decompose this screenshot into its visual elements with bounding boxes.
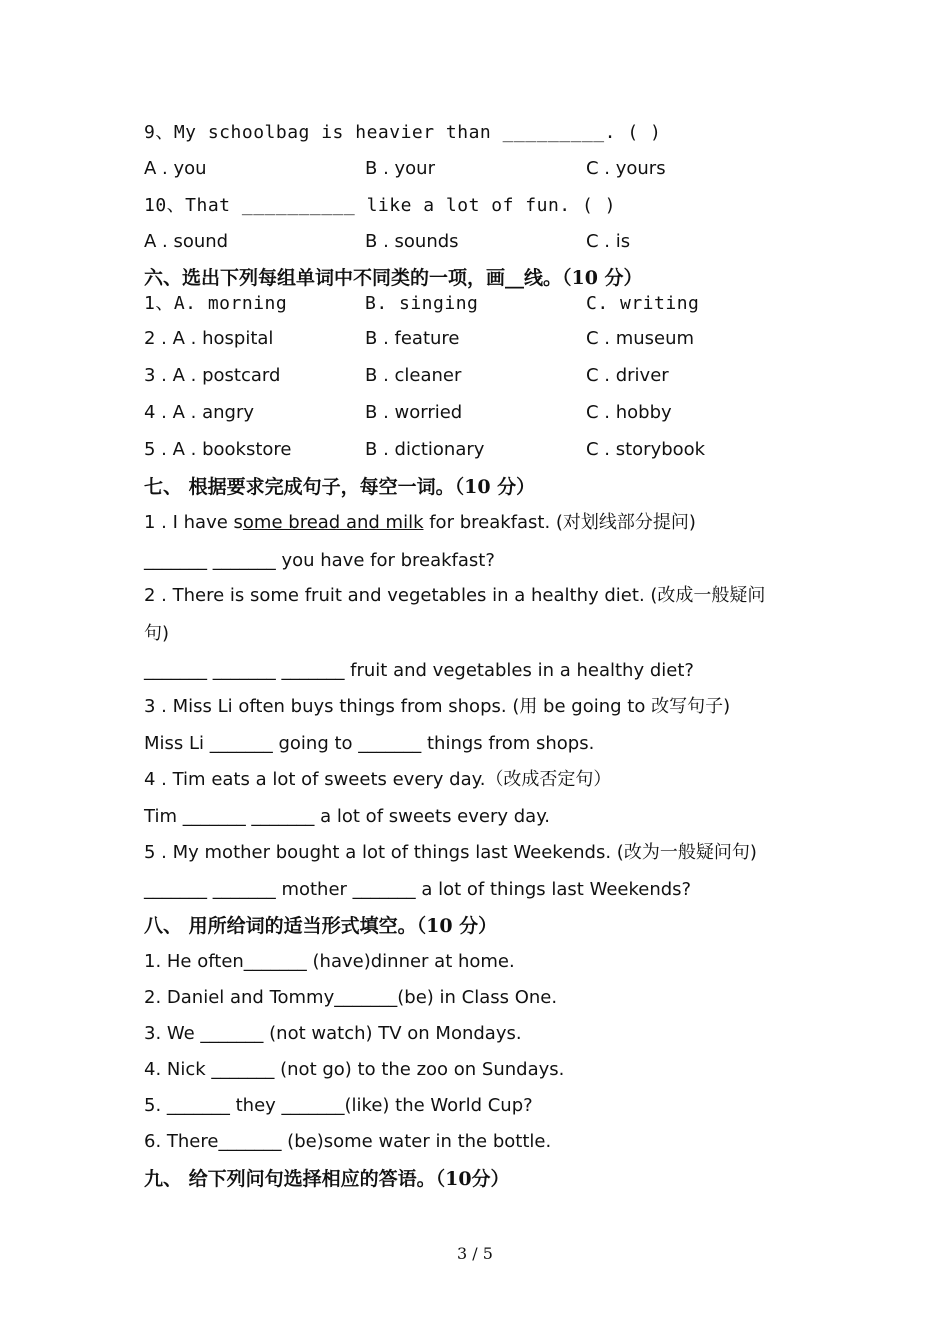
s7-q1-answer: _______ _______ you have for breakfast? — [144, 550, 495, 571]
s6-row1-a: 1、A. morning — [144, 293, 288, 314]
s7-q4: 4 . Tim eats a lot of sweets every day.（改成否定句） — [144, 769, 612, 790]
s6-row5-b: B . dictionary — [365, 439, 485, 460]
s7-q4-answer: Tim _______ _______ a lot of sweets every day. — [144, 806, 551, 827]
q9-option-a: A . you — [144, 158, 207, 179]
s7-q1 — [144, 511, 696, 535]
page-number: 3 / 5 — [457, 1244, 493, 1263]
s7-q5-answer: _______ _______ mother _______ a lot of things last Weekends? — [144, 879, 692, 900]
s8-item4: 4. Nick _______ (not go) to the zoo on Sundays. — [144, 1059, 565, 1080]
q10-option-c: C . is — [586, 231, 631, 252]
q9-option-b: B . your — [365, 158, 435, 179]
s8-item3: 3. We _______ (not watch) TV on Mondays. — [144, 1023, 522, 1044]
s6-row4-c: C . hobby — [586, 402, 672, 423]
s7-q1-underlined: ome bread and milk — [242, 512, 424, 533]
s7-q3-answer: Miss Li _______ going to _______ things from shops. — [144, 733, 595, 754]
s6-row2-b: B . feature — [365, 328, 460, 349]
s6-row1-b: B. singing — [365, 293, 479, 314]
s7-q2-line2: 句) — [144, 623, 170, 644]
s7-q2-line1: 2 . There is some fruit and vegetables in a healthy diet. (改成一般疑问 — [144, 585, 766, 606]
section9-title: 九、 给下列问句选择相应的答语。（10分） — [144, 1168, 510, 1190]
s6-row4-a: 4 . A . angry — [144, 402, 255, 423]
s6-row4-b: B . worried — [365, 402, 463, 423]
q9-stem: 9、My schoolbag is heavier than _________. ( ) — [144, 122, 662, 143]
s7-q1-pre: 1 . I have s — [144, 512, 243, 533]
s6-row2-a: 2 . A . hospital — [144, 328, 274, 349]
s6-row3-b: B . cleaner — [365, 365, 462, 386]
s8-item6: 6. There_______ (be)some water in the bottle. — [144, 1131, 552, 1152]
s6-row2-c: C . museum — [586, 328, 695, 349]
s6-row3-c: C . driver — [586, 365, 669, 386]
s7-q2-answer: _______ _______ _______ fruit and vegetables in a healthy diet? — [144, 660, 694, 681]
s6-row3-a: 3 . A . postcard — [144, 365, 281, 386]
section7-title: 七、 根据要求完成句子，每空一词。（10 分） — [144, 476, 536, 498]
section6-title: 六、选出下列每组单词中不同类的一项，画__线。（10 分） — [144, 267, 643, 289]
s7-q3: 3 . Miss Li often buys things from shops. (用 be going to 改写句子) — [144, 696, 731, 717]
q10-stem: 10、That __________ like a lot of fun. ( ) — [144, 195, 616, 216]
s6-row5-c: C . storybook — [586, 439, 706, 460]
s8-item2: 2. Daniel and Tommy_______(be) in Class One. — [144, 987, 558, 1008]
s7-q1-post: for breakfast. (对划线部分提问) — [423, 512, 696, 533]
q10-option-b: B . sounds — [365, 231, 459, 252]
s8-item5: 5. _______ they _______(like) the World Cup? — [144, 1095, 533, 1116]
s6-row1-c: C. writing — [586, 293, 700, 314]
section8-title: 八、 用所给词的适当形式填空。（10 分） — [144, 915, 498, 937]
q10-option-a: A . sound — [144, 231, 229, 252]
s8-item1: 1. He often_______ (have)dinner at home. — [144, 951, 515, 972]
s6-row5-a: 5 . A . bookstore — [144, 439, 292, 460]
q9-option-c: C . yours — [586, 158, 666, 179]
s7-q5: 5 . My mother bought a lot of things last Weekends. (改为一般疑问句) — [144, 842, 757, 863]
